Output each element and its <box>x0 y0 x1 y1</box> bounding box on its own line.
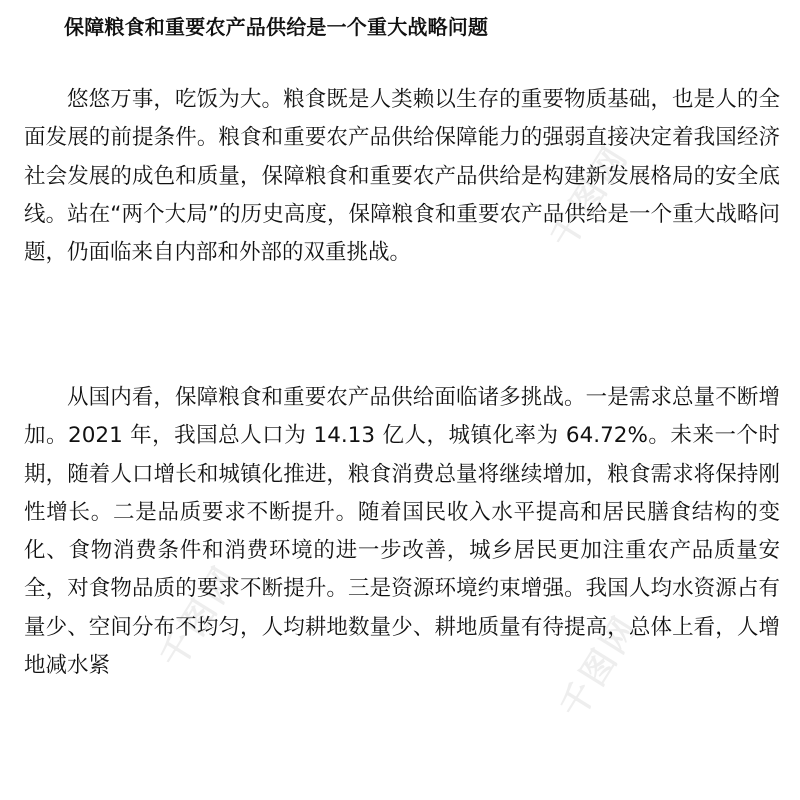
paragraph-1: 悠悠万事，吃饭为大。粮食既是人类赖以生存的重要物质基础，也是人的全面发展的前提条件。粮食和重要农产品供给保障能力的强弱直接决定着我国经济社会发展的成色和质量，保障粮食和重要农产品供给是构建新发展格局的安全底线。站在“两个大局”的历史高度，保障粮食和重要农产品供给是一个重大战略问题，仍面临来自内部和外部的双重挑战。 <box>24 87 780 266</box>
watermark: 千图网 <box>552 607 648 726</box>
document-title: 保障粮食和重要农产品供给是一个重大战略问题 <box>64 15 489 39</box>
paragraph-2: 从国内看，保障粮食和重要农产品供给面临诸多挑战。一是需求总量不断增加。2021 年，我国总人口为 14.13 亿人，城镇化率为 64.72%。未来一个时期，随着人口增长和城镇化推进，粮食消费总量将继续增加，粮食需求将保持刚性增长。二是品质要求不断提升。随着国民收入水平提高和居民膳食结构的变化、食物消费条件和消费环境的进一步改善，城乡居民更加注重农产品质量安全，对食物品质的要求不断提升。三是资源环境约束增强。我国人均水资源占有量少、空间分布不均匀，人均耕地数量少、耕地质量有待提高，总体上看，人增地减水紧 <box>24 385 780 679</box>
watermark: 千图网 <box>542 137 638 256</box>
watermark: 千图网 <box>152 557 248 676</box>
